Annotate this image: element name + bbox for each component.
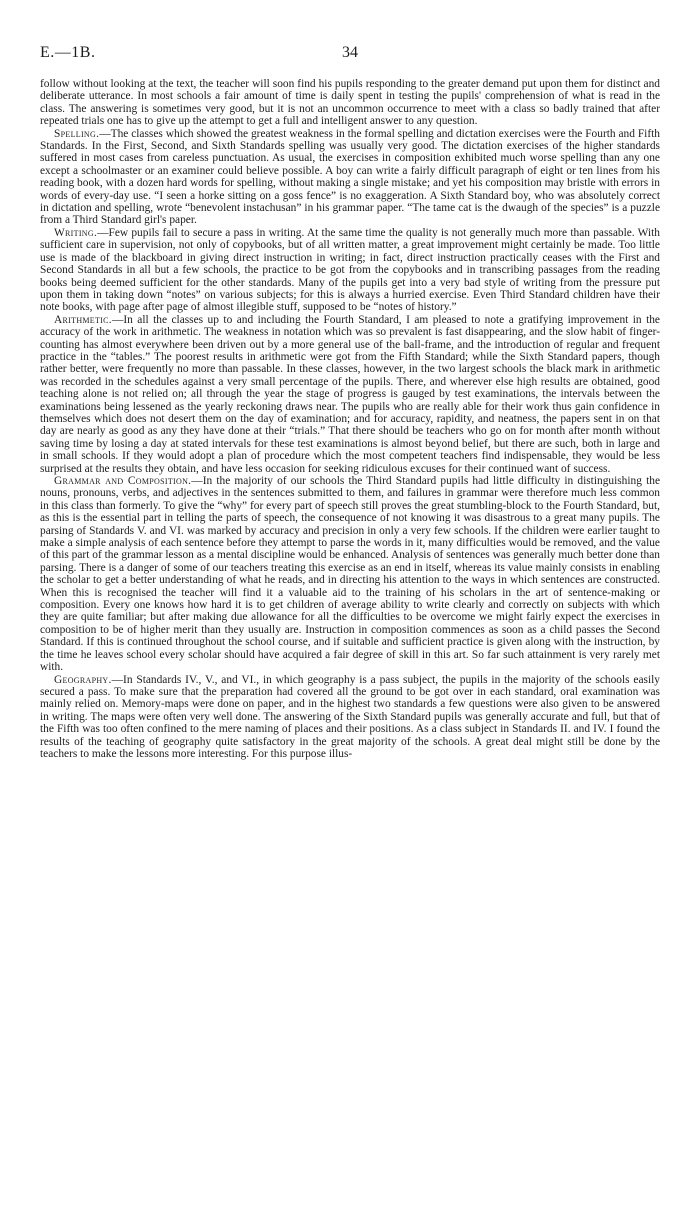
paragraph-arithmetic bbox=[40, 314, 660, 475]
section-heading-grammar: Grammar and Composition. bbox=[54, 475, 192, 487]
paragraph-writing bbox=[40, 227, 660, 314]
paragraph-reading-continued bbox=[40, 78, 660, 128]
report-body bbox=[40, 78, 660, 760]
section-heading-writing: Writing. bbox=[54, 226, 98, 239]
paragraph-text: —In Standards IV., V., and VI., in which geography is a pass subject, the pupils in the majority of the schools easily secured a pass. To make sure that the preparation had covered all the ground to be got over in each standard, oral examination was mainly relied on. Memory-maps were done on paper, and in the highest two standards a few questions were also given to be answered in writing. The maps were often very well done. The answering of the Sixth Standard pupils was generally accurate and full, but that of the Fifth was too often confined to the mere naming of places and their positions. As a class subject in Standards II. and IV. I found the results of the teaching of geography quite satisfactory in the great majority of the schools. A great deal might still be done by the teachers to make the lessons more interesting. For this purpose illus- bbox=[40, 673, 660, 760]
page-header bbox=[40, 44, 660, 66]
paragraph-text: —The classes which showed the greatest weakness in the formal spelling and dictation exercises were the Fourth and Fifth Standards. In the First, Second, and Sixth Standards spelling was usually very good. The dictation exercises of the higher standards suffered in most cases from careless punctuation. As usual, the exercises in composition exhibited much worse spelling than any one except a schoolmaster or an examiner could believe possible. A boy can write a fairly difficult paragraph of eight or ten lines from his reading book, with a dozen hard words for spelling, without making a single mistake; and yet his composition may bristle with errors in words of every-day use. “I seen a horke sitting on a goss fence” is no exaggeration. A Sixth Standard boy, who was absolutely correct in dictation and spelling, wrote “benevolent instachusan” in his grammar paper. “The tame cat is the dwaugh of the species” is a puzzle from a Third Standard girl's paper. bbox=[40, 127, 660, 227]
paragraph-spelling bbox=[40, 128, 660, 227]
paragraph-grammar-composition bbox=[40, 475, 660, 674]
paragraph-geography bbox=[40, 674, 660, 761]
section-heading-geography: Geography. bbox=[54, 673, 112, 686]
document-reference: E.—1B. bbox=[40, 44, 96, 61]
paragraph-text: —In the majority of our schools the Third Standard pupils had little difficulty in distinguishing the nouns, pronouns, verbs, and adjectives in the sentences submitted to them, and failures in grammar were therefore much less common in this class than formerly. To give the “why” for every part of speech still proves the great stumbling-block to the Fourth Standard, but, as this is the essential part in telling the parts of speech, the consequence of not knowing it was disastrous to a great many pupils. The parsing of Standards V. and VI. was marked by accuracy and precision in only a very few schools. If the children were earlier taught to make a simple analysis of each sentence before they attempt to parse the words in it, many difficulties would be removed, and the value of this part of the grammar lesson as a mental discipline would be enhanced. Analysis of sentences was generally much better done than parsing. There is a danger of some of our teachers treating this exercise as an end in itself, whereas its value mainly consists in enabling the scholar to get a better understanding of what he reads, and in directing his attention to the ways in which sentences are constructed. When this is recognised the teacher will find it a valuable aid to the training of his scholars in the art of sentence-making or composition. Every one knows how hard it is to get children of average ability to write clearly and correctly on subjects with which they are quite familiar; but after making due allowance for all the difficulties to be overcome we might fairly expect the exercises in composition to be of higher merit than they usually are. Instruction in composition commences as soon as a child passes the Second Standard. If this is continued throughout the school course, and if suitable and sufficient practice is given along with the instruction, by the time he leaves school every scholar should have acquired a fair degree of skill in this art. So far such attainment is very rarely met with. bbox=[40, 475, 661, 674]
paragraph-text: follow without looking at the text, the teacher will soon find his pupils responding to the greater demand put upon them for distinct and deliberate utterance. In most schools a fair amount of time is daily spent in testing the pupils' comprehension of what is read in the class. The answering is sometimes very good, but it is not an uncommon occurrence to meet with a class so badly trained that after repeated trials one has to give up the attempt to get a full and intelligent answer to any question. bbox=[40, 78, 660, 128]
paragraph-text: —Few pupils fail to secure a pass in writing. At the same time the quality is not generally much more than passable. With sufficient care in supervision, not only of copybooks, but of all written matter, a great improvement might certainly be made. Too little use is made of the blackboard in giving direct instruction in writing; in fact, direct instruction practically ceases with the First and Second Standards in all but a few schools, the practice to be got from the copybooks and in transcribing passages from the reading books being deemed sufficient for the other standards. Many of the pupils get into a very bad style of writing from the pressure put upon them in taking down “notes” on various subjects; for this is always a hurried exercise. Even Third Standard children have their note books, with page after page of almost illegible stuff, supposed to be “notes of history.” bbox=[40, 226, 660, 314]
page-number: 34 bbox=[342, 44, 358, 61]
section-heading-spelling: Spelling. bbox=[54, 127, 100, 140]
paragraph-text: —In all the classes up to and including the Fourth Standard, I am pleased to note a gratifying improvement in the accuracy of the work in arithmetic. The weakness in notation which was so prevalent is fast disappearing, and the slow habit of finger-counting has almost everywhere been driven out by a more general use of the ball-frame, and the introduction of regular and frequent practice in the “tables.” The poorest results in arithmetic were got from the Fifth Standard; while the Sixth Standard papers, though rather better, were frequently no more than passable. In these classes, however, in the two largest schools the black mark in arithmetic was recorded in the schedules against a very small percentage of the pupils. There, and wherever else high results are obtained, good teaching alone is not relied on; all through the year the stage of progress is gauged by test examinations, the intervals between the examinations being lessened as the yearly reckoning draws near. The pupils who are really able for their work thus gain confidence in themselves which does not desert them on the day of examination; and for accuracy, rapidity, and neatness, the papers sent in on that day are nearly as good as any they have done at their “trials.” That there should be teachers who go on for month after month without saving time by losing a day at stated intervals for these test examinations is almost beyond belief, but there are such, both in large and in small schools. If they would adopt a plan of procedure which the most competent teachers find indispensable, they would be less surprised at the results they obtain, and have less occasion for seeking ridiculous excuses for their continued want of success. bbox=[40, 313, 660, 475]
section-heading-arithmetic: Arithmetic. bbox=[54, 313, 112, 326]
